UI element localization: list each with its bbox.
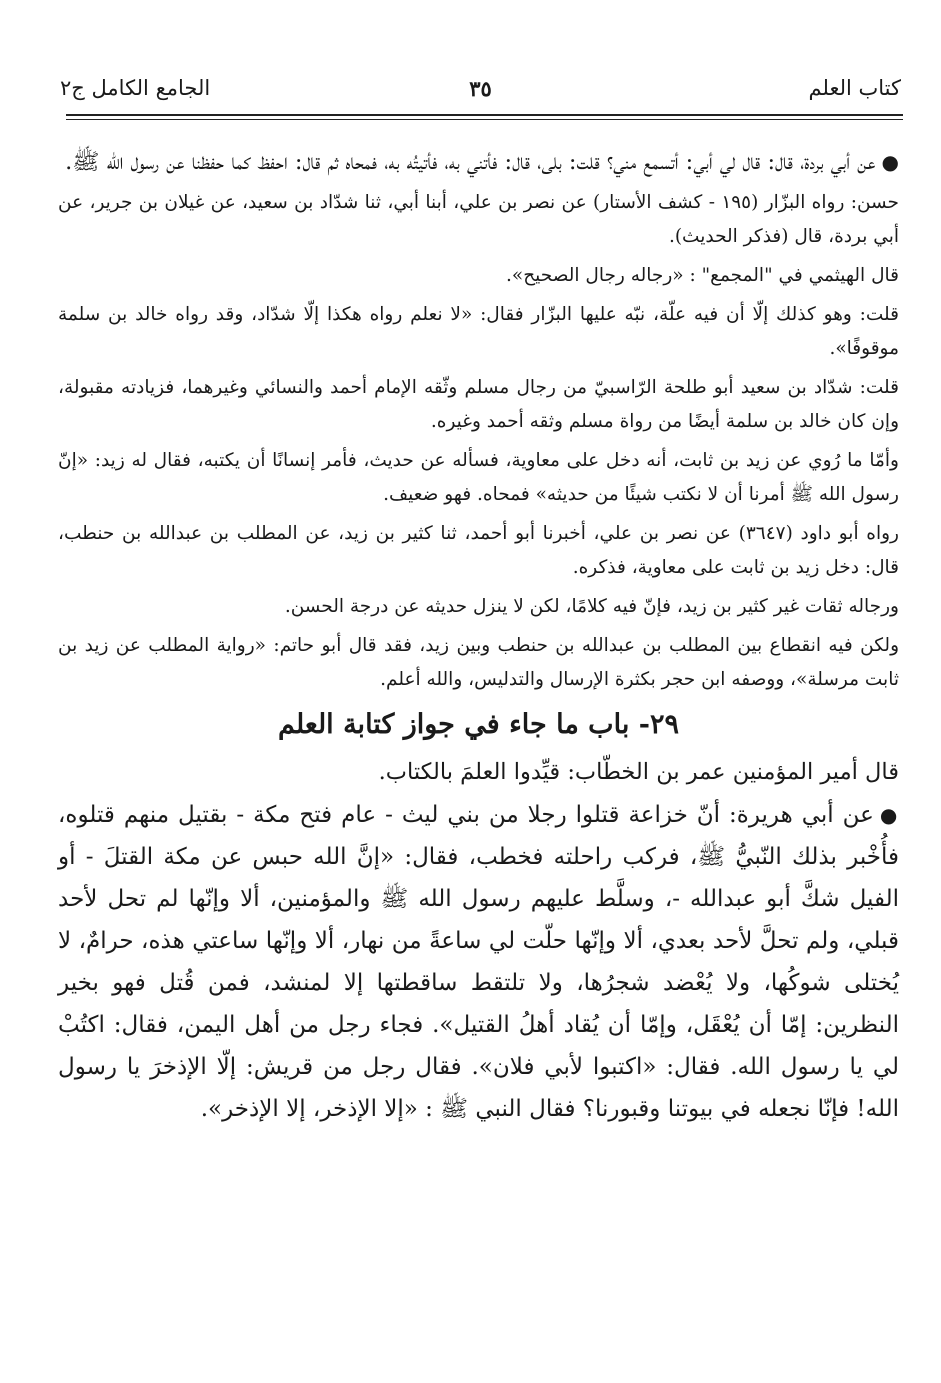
header-rule-thick [66,114,903,116]
bullet-icon: ● [879,803,899,827]
commentary-paragraph: وأمّا ما رُوي عن زيد بن ثابت، أنه دخل على معاوية، فسأله عن حديث، فأمر إنسانًا أن يكتبه، فقال له زيد: «إنّ رسول الله ﷺ أمرنا أن لا نكتب شيئًا من حديثه» فمحاه. فهو ضعيف. [58,450,899,505]
section-title: كتاب العلم [808,76,901,100]
hadith-paragraph [58,794,899,1130]
commentary-paragraph: قلت: وهو كذلك إلّا أن فيه علّة، نبّه عليها البزّار فقال: «لا نعلم رواه هكذا إلّا شدّاد، وقد رواه خالد بن سلمة موقوفًا». [58,304,899,359]
commentary-paragraph: قلت: شدّاد بن سعيد أبو طلحة الرّاسبيّ من رجال مسلم وثّقه الإمام أحمد والنسائي وغيرهما، فزيادته مقبولة، وإن كان خالد بن سلمة أيضًا من رواة مسلم وثقه أحمد وغيره. [58,377,899,432]
bullet-icon: ● [881,150,899,174]
takhrij-paragraph: حسن: رواه البزّار (١٩٥ - كشف الأستار) عن نصر بن علي، أبنا أبي، ثنا شدّاد بن سعيد، عن غيلان بن جرير، عن أبي بردة، قال (فذكر الحديث). [58,192,899,247]
running-header [60,76,901,110]
hadith-paragraph [58,142,899,182]
page-number: ٣٥ [469,76,492,101]
hadith-text: عن أبي هريرة: أنّ خزاعة قتلوا رجلا من بني ليث - عام فتح مكة - بقتيل منهم قتلوه، فأُخْبر بذلك النّبيُّ ﷺ، فركب راحلته فخطب، فقال: «إنَّ الله حبس عن مكة القتلَ - أو الفيل شكَّ أبو عبدالله -، وسلَّط عليهم رسول الله ﷺ والمؤمنين، ألا وإنّها لم تحل لأحد قبلي، ولم تحلَّ لأحد بعدي، ألا وإنّها حلّت لي ساعةً من نهار، ألا وإنّها ساعتي هذه، حرامٌ، لا يُختلى شوكُها، ولا يُعْضد شجرُها، ولا تلتقط ساقطتها إلا لمنشد، فمن قُتل فهو بخير النظرين: إمّا أن يُعْقَل، وإمّا أن يُقاد أهلُ القتيل». فجاء رجل من أهل اليمن، فقال: اكتُبْ لي يا رسول الله. فقال: «اكتبوا لأبي فلان». فقال رجل من قريش: إلّا الإذخرَ يا رسول الله! فإنّا نجعله في بيوتنا وقبورنا؟ فقال النبي ﷺ : «إلا الإذخر، إلا الإذخر». [58,802,900,1122]
takhrij-paragraph: رواه أبو داود (٣٦٤٧) عن نصر بن علي، أخبرنا أبو أحمد، ثنا كثير بن زيد، عن المطلب بن عبدالله بن حنطب، قال: دخل زيد بن ثابت على معاوية، فذكره. [58,523,899,578]
quote-paragraph: قال أمير المؤمنين عمر بن الخطّاب: قيِّدوا العلمَ بالكتاب. [378,759,899,785]
commentary-paragraph: ولكن فيه انقطاع بين المطلب بن عبدالله بن حنطب وبين زيد، فقد قال أبو حاتم: «رواية المطلب عن زيد بن ثابت مرسلة»، ووصفه ابن حجر بكثرة الإرسال والتدليس، والله أعلم. [58,635,899,690]
chapter-heading: ٢٩- باب ما جاء في جواز كتابة العلم [278,709,679,740]
commentary-paragraph: قال الهيثمي في "المجمع" : «رجاله رجال الصحيح». [506,265,899,286]
commentary-paragraph: ورجاله ثقات غير كثير بن زيد، فإنّ فيه كلامًا، لكن لا ينزل حديثه عن درجة الحسن. [284,596,899,617]
page-body [58,142,899,1130]
book-title: الجامع الكامل ج٢ [60,76,211,100]
hadith-text: عن أبي بردة، قال: قال لي أبي: أتسمع مني؟ قلت: بلى، قال: فأتني به، فأتيتُه به، فمحاه ثم قال: احفظ كما حفظنا عن رسول الله ﷺ. [65,149,876,175]
header-rule-thin [66,119,903,120]
